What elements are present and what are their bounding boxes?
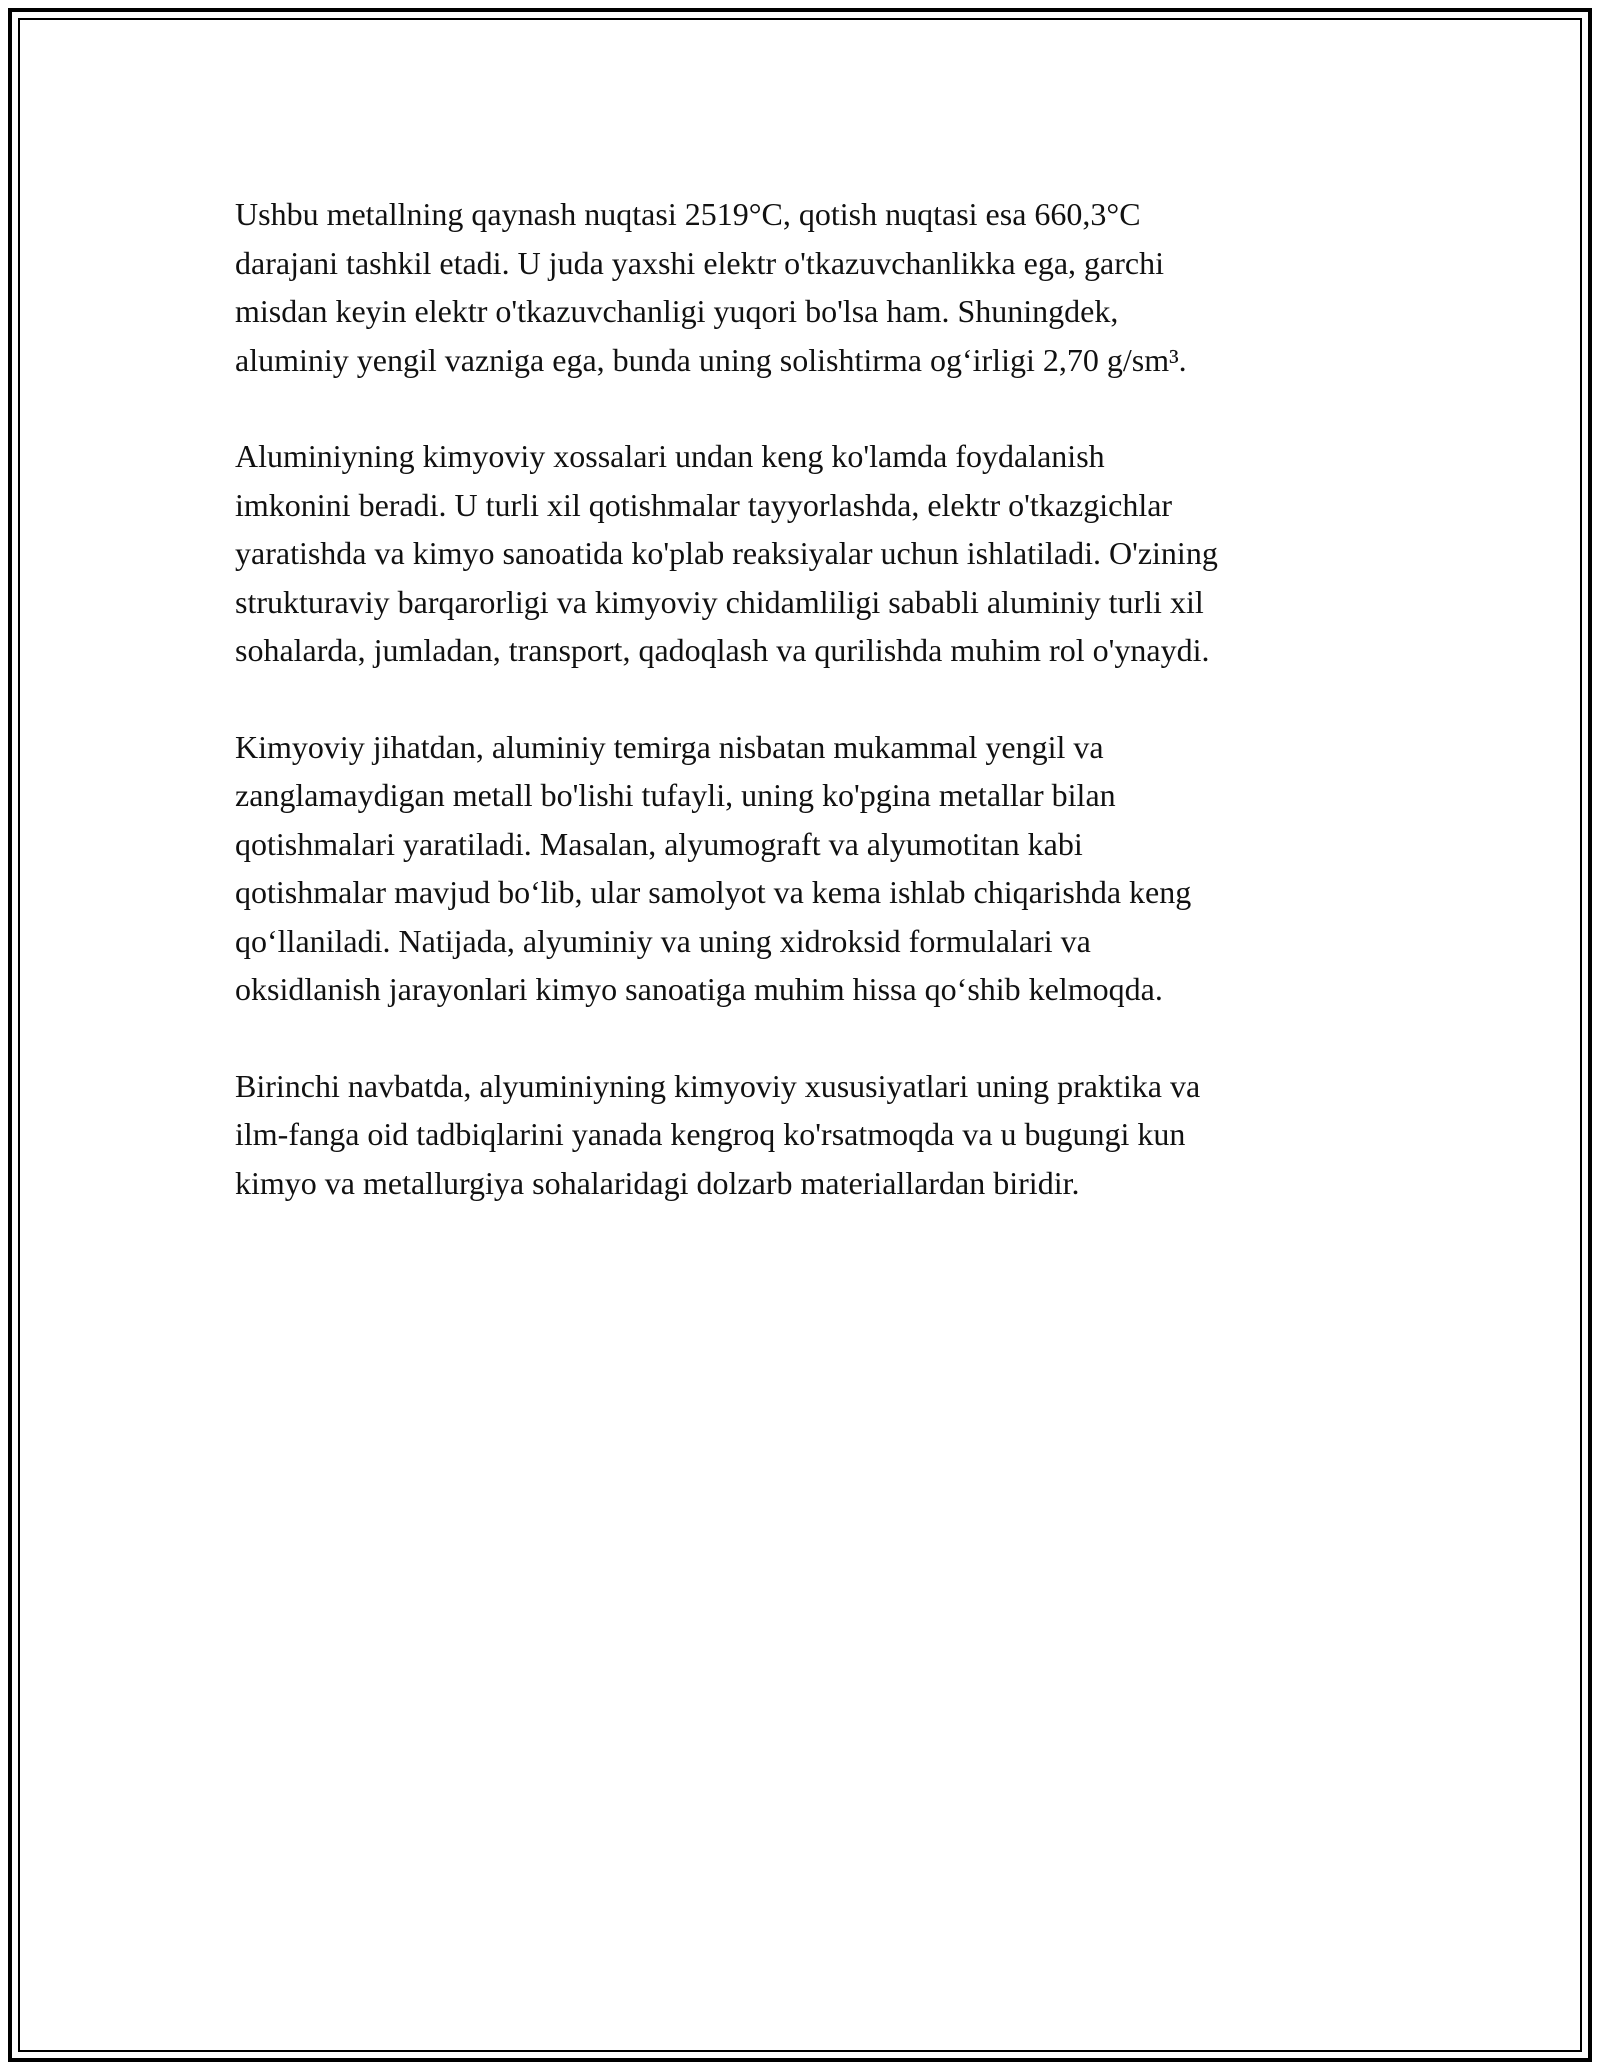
paragraph-2: Aluminiyning kimyoviy xossalari undan keng ko'lamda foydalanish imkonini beradi. U turli xil qotishmalar tayyorlashda, elektr o'tkazgichlar yaratishda va kimyo sanoatida ko'plab reaksiyalar uchun ishlatiladi. O'zining strukturaviy barqarorligi va kimyoviy chidamliligi sababli aluminiy turli xil sohalarda, jumladan, transport, qadoqlash va qurilishda muhim rol o'ynaydi. xyxy=(235,438,1218,668)
paragraph-3: Kimyoviy jihatdan, aluminiy temirga nisbatan mukammal yengil va zanglamaydigan metall bo'lishi tufayli, uning ko'pgina metallar bilan qotishmalari yaratiladi. Masalan, alyumograft va alyumotitan kabi qotishmalar mavjud bo‘lib, ular samolyot va kema ishlab chiqarishda keng qo‘llaniladi. Natijada, alyuminiy va uning xidroksid formulalari va oksidlanish jarayonlari kimyo sanoatiga muhim hissa qo‘shib kelmoqda. xyxy=(235,728,1192,1007)
paragraph-4: Birinchi navbatda, alyuminiyning kimyoviy xususiyatlari uning praktika va ilm-fanga oid tadbiqlarini yanada kengroq ko'rsatmoqda va u bugungi kun kimyo va metallurgiya sohalaridagi dolzarb materiallardan biridir. xyxy=(235,1067,1201,1201)
paragraph-1: Ushbu metallning qaynash nuqtasi 2519°C, qotish nuqtasi esa 660,3°C darajani tashkil etadi. U juda yaxshi elektr o'tkazuvchanlikka ega, garchi misdan keyin elektr o'tkazuvchanligi yuqori bo'lsa ham. Shuningdek, aluminiy yengil vazniga ega, bunda uning solishtirma og‘irligi 2,70 g/sm³. xyxy=(235,196,1187,378)
document-body xyxy=(235,190,1385,1255)
